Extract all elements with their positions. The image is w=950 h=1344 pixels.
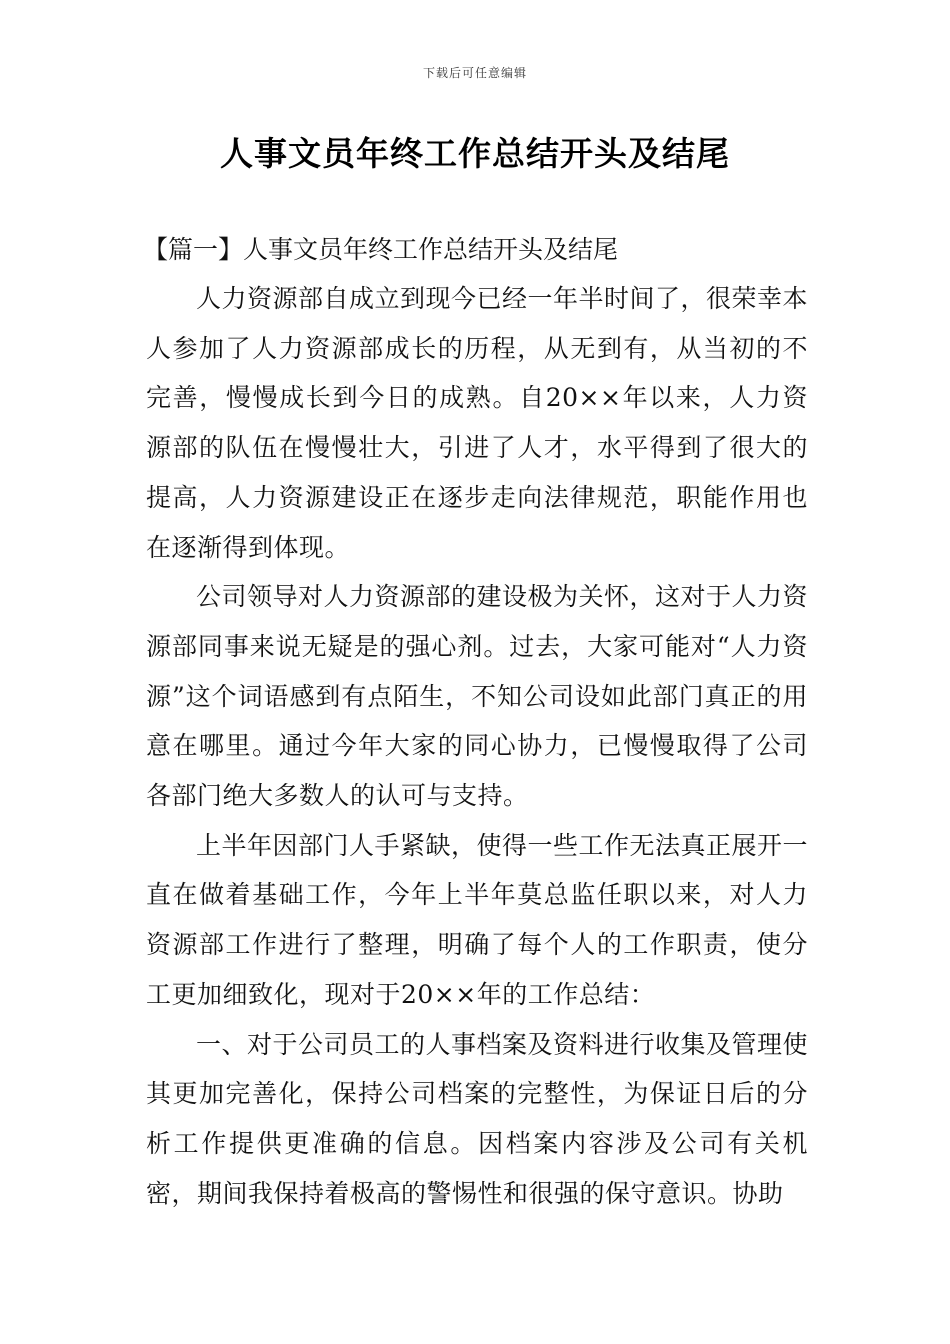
document-body <box>143 225 809 1218</box>
paragraph-3: 上半年因部门人手紧缺，使得一些工作无法真正展开一直在做着基础工作，今年上半年莫总监任职以来，对人力资源部工作进行了整理，明确了每个人的工作职责，使分工更加细致化，现对于20××年的工作总结： <box>146 830 809 1009</box>
section-heading: 【篇一】人事文员年终工作总结开头及结尾 <box>143 235 619 264</box>
paragraph-4: 一、对于公司员工的人事档案及资料进行收集及管理使其更加完善化，保持公司档案的完整性，为保证日后的分析工作提供更准确的信息。因档案内容涉及公司有关机密，期间我保持着极高的警惕性和很强的保守意识。协助 <box>146 1029 809 1208</box>
header-note: 下载后可任意编辑 <box>422 66 527 80</box>
paragraph-2: 公司领导对人力资源部的建设极为关怀，这对于人力资源部同事来说无疑是的强心剂。过去，大家可能对“人力资源”这个词语感到有点陌生，不知公司设如此部门真正的用意在哪里。通过今年大家的同心协力，已慢慢取得了公司各部门绝大多数人的认可与支持。 <box>146 582 809 811</box>
document-title: 人事文员年终工作总结开头及结尾 <box>220 134 730 173</box>
paragraph-1: 人力资源部自成立到现今已经一年半时间了，很荣幸本人参加了人力资源部成长的历程，从无到有，从当初的不完善，慢慢成长到今日的成熟。自20××年以来，人力资源部的队伍在慢慢壮大，引进了人才，水平得到了很大的提高，人力资源建设正在逐步走向法律规范，职能作用也在逐渐得到体现。 <box>146 284 809 562</box>
